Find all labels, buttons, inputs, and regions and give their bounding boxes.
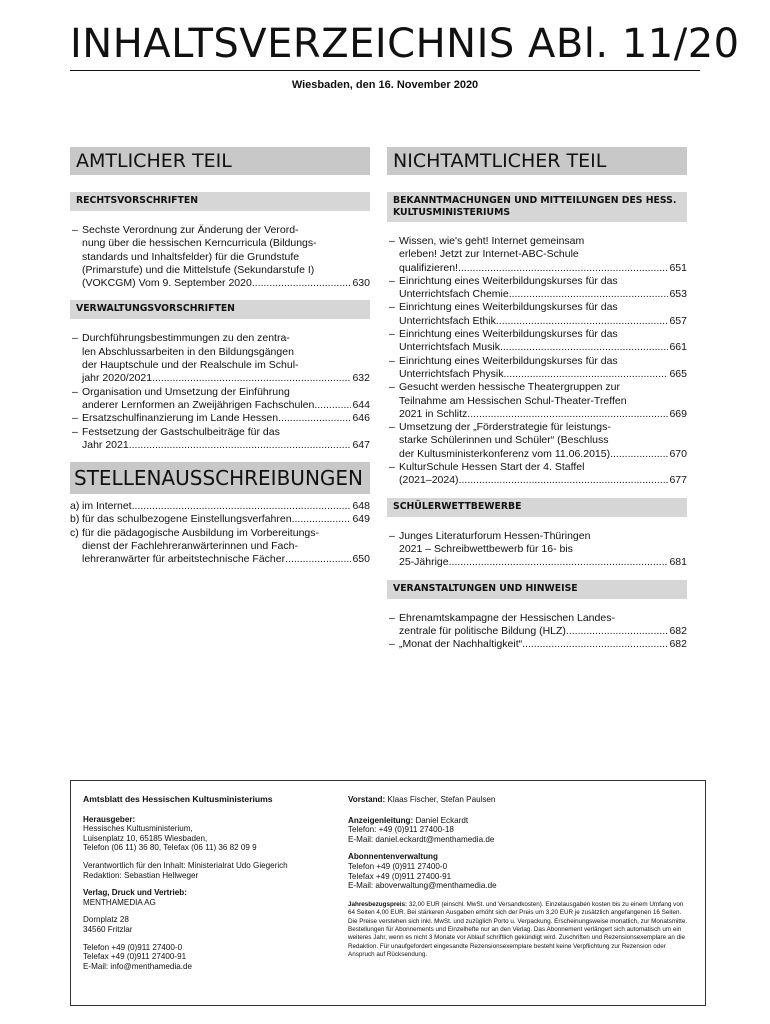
entry-last-line bbox=[399, 556, 687, 569]
dot-leader bbox=[132, 500, 352, 513]
page-number: 646 bbox=[352, 412, 370, 425]
abo-label: Abonnentenverwaltung bbox=[348, 852, 438, 862]
bezugspreis-body: 32,00 EUR (einschl. MwSt. und Versandkosten). Einzelausgaben kosten bis zu einem Umfang von 64 Seiten 4,00 EUR. Bei stärkeren Ausgaben erhöht sich der Preis um 3,20 EUR je zusätzlich angefangenen 16 Seiten. Die Preise verstehen sich inkl. MwSt. und zuzüglich Porto u. Verpackung. Erscheinungsweise monatlich, zur Monatsmitte. Bestellungen für Abonnements und Einzelhefte nur an den Verlag. Das Abonnement verlängert sich automatisch um ein weiteres Jahr, wenn es nicht 3 Monate vor Ablauf schriftlich gekündigt wird. Zuschriften und Rezensionsexemplare an die Redaktion. Für unaufgefordert eingesandte Rezensionsexemplare besteht keine Verpflichtung zur Rezension oder Anspruch auf Rücksendung. bbox=[348, 900, 688, 959]
dot-leader bbox=[509, 288, 669, 301]
list-bekanntmachungen bbox=[387, 235, 687, 488]
verlag-name: MENTHAMEDIA AG bbox=[83, 897, 156, 907]
entry-dash: – bbox=[389, 529, 395, 542]
entry-text: Einrichtung eines Weiterbildungskurses für das bbox=[399, 301, 618, 314]
toc-entry bbox=[387, 612, 687, 639]
entry-dash: – bbox=[72, 412, 78, 425]
page-number: 682 bbox=[669, 624, 687, 637]
anzeigen-contact: Telefon: +49 (0)911 27400-18 E-Mail: daniel.eckardt@menthamedia.de bbox=[348, 825, 495, 844]
entry-text: Gesucht werden hessische Theatergruppen zur Teilnahme am Hessischen Schul-Theater-Treffen bbox=[399, 381, 627, 407]
entry-dash: – bbox=[389, 301, 395, 314]
list-verwaltungsvorschriften bbox=[70, 332, 370, 452]
section-heading-amtlich: AMTLICHER TEIL bbox=[70, 147, 370, 175]
page-number: 632 bbox=[352, 372, 370, 385]
page-number: 670 bbox=[669, 447, 687, 460]
toc-entry bbox=[387, 355, 687, 382]
page-number: 649 bbox=[352, 513, 370, 526]
dot-leader bbox=[129, 439, 352, 452]
entry-dash: – bbox=[72, 425, 78, 438]
dot-leader bbox=[503, 368, 668, 381]
vorstand-text: Klaas Fischer, Stefan Paulsen bbox=[385, 795, 496, 804]
page-number: 661 bbox=[669, 341, 687, 354]
entry-last-line bbox=[399, 408, 687, 421]
entry-text: Sechste Verordnung zur Änderung der Verord- nung über die hessischen Kerncurricula (Bildungs- standards und Inhaltsfelder) für die Grundstufe (Primarstufe) und die Mittelstufe (Sekundarstufe I) bbox=[82, 224, 317, 276]
vorstand-label: Vorstand: bbox=[348, 795, 386, 804]
entry-last-line bbox=[82, 277, 370, 290]
entry-text: KulturSchule Hessen Start der 4. Staffel bbox=[399, 461, 585, 474]
verantwortlich-text: Verantwortlich für den Inhalt: Ministerialrat Udo Giegerich Redaktion: Sebastian Hellweger bbox=[83, 860, 288, 880]
page-number: 651 bbox=[669, 261, 687, 274]
toc-entry bbox=[70, 332, 370, 385]
entry-last-line bbox=[399, 474, 687, 487]
entry-dash: – bbox=[389, 421, 395, 434]
dot-leader bbox=[467, 408, 668, 421]
dateline: Wiesbaden, den 16. November 2020 bbox=[291, 79, 479, 91]
dot-leader bbox=[522, 638, 668, 651]
bezugspreis-text bbox=[348, 901, 688, 960]
dot-leader bbox=[314, 399, 351, 412]
toc-entry bbox=[70, 426, 370, 453]
entry-text: Einrichtung eines Weiterbildungskurses für das bbox=[399, 274, 618, 287]
entry-last-line bbox=[82, 372, 370, 385]
entry-last-line bbox=[82, 553, 370, 566]
subheading-verwaltungsvorschriften: VERWALTUNGSVORSCHRIFTEN bbox=[70, 300, 370, 319]
dot-leader bbox=[566, 625, 669, 638]
verlag-contact: Telefon +49 (0)911 27400-0 Telefax +49 (0)911 27400-91 E-Mail: info@menthamedia.de bbox=[83, 942, 192, 971]
entry-text: Einrichtung eines Weiterbildungskurses für das bbox=[399, 354, 618, 367]
entry-dash: – bbox=[389, 381, 395, 394]
dot-leader bbox=[500, 341, 669, 354]
section-heading-nichtamtlich: NICHTAMTLICHER TEIL bbox=[387, 147, 687, 175]
entry-title-end: 25-Jährige bbox=[399, 556, 449, 569]
bezugspreis-label: Jahresbezugspreis: bbox=[348, 900, 408, 908]
toc-entry bbox=[70, 500, 370, 513]
page-number: 669 bbox=[669, 407, 687, 420]
imprint-left bbox=[83, 795, 338, 971]
entry-title-end: „Monat der Nachhaltigkeit“ bbox=[399, 638, 523, 651]
page-number: 665 bbox=[669, 367, 687, 380]
anzeigen-text: Daniel Eckardt bbox=[413, 815, 469, 825]
toc-entry bbox=[387, 530, 687, 570]
dot-leader bbox=[152, 372, 351, 385]
entry-dash: – bbox=[389, 274, 395, 287]
list-stellenausschreibungen bbox=[70, 500, 370, 566]
entry-last-line bbox=[82, 513, 370, 526]
toc-entry bbox=[70, 513, 370, 526]
dot-leader bbox=[285, 553, 351, 566]
entry-last-line bbox=[82, 439, 370, 452]
entry-text: für die pädagogische Ausbildung im Vorbereitungs- dienst der Fachlehreranwärterinnen und Fach- bbox=[82, 526, 319, 553]
toc-entry bbox=[70, 412, 370, 425]
entry-label: b) bbox=[70, 513, 80, 526]
verlag-address: Dornplatz 28 34560 Fritzlar bbox=[83, 915, 133, 934]
entry-last-line bbox=[82, 500, 370, 513]
page-number: 653 bbox=[669, 288, 687, 301]
entry-dash: – bbox=[72, 385, 78, 398]
entry-title-end: für das schulbezogene Einstellungsverfahren bbox=[82, 513, 292, 526]
page-title: INHALTSVERZEICHNIS ABl. 11/20 bbox=[70, 21, 740, 67]
subheading-veranstaltungen: VERANSTALTUNGEN UND HINWEISE bbox=[387, 580, 687, 599]
entry-last-line bbox=[399, 448, 687, 461]
dot-leader bbox=[449, 556, 669, 569]
dot-leader bbox=[610, 448, 668, 461]
dot-leader bbox=[252, 277, 352, 290]
entry-title-end: Unterrichtsfach Physik bbox=[399, 367, 504, 380]
entry-dash: – bbox=[389, 638, 395, 651]
page-number: 682 bbox=[669, 638, 687, 651]
entry-label: c) bbox=[70, 526, 79, 539]
entry-last-line bbox=[399, 262, 687, 275]
entry-text: Ehrenamtskampagne der Hessischen Landes- bbox=[399, 611, 615, 624]
entry-title-end: im Internet bbox=[82, 500, 132, 513]
entry-last-line bbox=[82, 412, 370, 425]
entry-title-end: lehreranwärter für arbeitstechnische Fächer bbox=[82, 553, 286, 566]
entry-text: Junges Literaturforum Hessen-Thüringen 2021 – Schreibwettbewerb für 16- bis bbox=[399, 529, 591, 555]
toc-entry bbox=[387, 461, 687, 488]
dot-leader bbox=[278, 412, 351, 425]
entry-title-end: (2021–2024) bbox=[399, 474, 459, 487]
toc-entry bbox=[387, 301, 687, 328]
page-number: 647 bbox=[352, 438, 370, 451]
list-veranstaltungen bbox=[387, 612, 687, 652]
toc-entry bbox=[387, 328, 687, 355]
toc-entry bbox=[70, 386, 370, 413]
entry-text: Wissen, wie's geht! Internet gemeinsam erleben! Jetzt zur Internet-ABC-Schule bbox=[399, 235, 585, 261]
subheading-bekanntmachungen: BEKANNTMACHUNGEN UND MITTEILUNGEN DES HESS. KULTUSMINISTERIUMS bbox=[387, 192, 687, 222]
entry-dash: – bbox=[389, 328, 395, 341]
list-schuelerwettbewerbe bbox=[387, 530, 687, 570]
toc-entry bbox=[387, 275, 687, 302]
abo-contact: Telefon +49 (0)911 27400-0 Telefax +49 (0)911 27400-91 E-Mail: aboverwaltung@menthamedia.de bbox=[348, 861, 497, 891]
list-rechtsvorschriften bbox=[70, 224, 370, 290]
entry-dash: – bbox=[72, 332, 78, 345]
toc-entry bbox=[387, 381, 687, 421]
page-number: 650 bbox=[352, 553, 370, 566]
imprint-box bbox=[70, 780, 706, 1006]
entry-title-end: (VOKCGM) Vom 9. September 2020 bbox=[82, 277, 252, 290]
entry-last-line bbox=[399, 368, 687, 381]
entry-last-line bbox=[399, 315, 687, 328]
left-column bbox=[70, 147, 370, 567]
entry-title-end: der Kultusministerkonferenz vom 11.06.2015) bbox=[399, 447, 611, 460]
entry-title-end: Unterrichtsfach Ethik bbox=[399, 314, 496, 327]
entry-dash: – bbox=[389, 235, 395, 247]
toc-entry bbox=[387, 638, 687, 651]
entry-title-end: Unterrichtsfach Musik bbox=[399, 341, 500, 354]
entry-label: a) bbox=[70, 500, 80, 513]
entry-title-end: anderer Lernformen an Zweijährigen Fachschulen bbox=[82, 398, 315, 411]
entry-last-line bbox=[399, 288, 687, 301]
entry-text: Durchführungsbestimmungen zu den zentra- len Abschlussarbeiten in den Bildungsgängen der Hauptschule und der Realschule im Schul- bbox=[82, 332, 299, 372]
page-number: 681 bbox=[669, 556, 687, 569]
imprint-title: Amtsblatt des Hessischen Kultusministeriums bbox=[83, 794, 273, 804]
entry-last-line bbox=[399, 625, 687, 638]
entry-dash: – bbox=[389, 354, 395, 367]
toc-entry bbox=[70, 527, 370, 567]
toc-entry bbox=[70, 224, 370, 290]
dot-leader bbox=[496, 315, 669, 328]
page-number: 677 bbox=[669, 474, 687, 487]
herausgeber-label: Herausgeber: bbox=[83, 814, 136, 824]
entry-text: Umsetzung der „Förderstrategie für leistungs- starke Schülerinnen und Schüler“ (Beschluss bbox=[399, 421, 611, 447]
entry-dash: – bbox=[389, 611, 395, 624]
dot-leader bbox=[458, 262, 669, 275]
page-number: 648 bbox=[352, 500, 370, 513]
anzeigen-label: Anzeigenleitung: bbox=[348, 815, 414, 825]
section-heading-stellen: STELLENAUSSCHREIBUNGEN bbox=[70, 462, 370, 494]
toc-entry bbox=[387, 421, 687, 461]
entry-title-end: Ersatzschulfinanzierung im Lande Hessen bbox=[82, 412, 279, 425]
entry-title-end: jahr 2020/2021 bbox=[82, 372, 153, 385]
subheading-schuelerwettbewerbe: SCHÜLERWETTBEWERBE bbox=[387, 498, 687, 517]
dot-leader bbox=[459, 474, 669, 487]
entry-text: Festsetzung der Gastschulbeiträge für das bbox=[82, 425, 280, 438]
entry-title-end: qualifizieren! bbox=[399, 261, 458, 274]
entry-dash: – bbox=[72, 224, 78, 236]
entry-text: Einrichtung eines Weiterbildungskurses für das bbox=[399, 328, 618, 341]
right-column bbox=[387, 147, 687, 661]
entry-title-end: zentrale für politische Bildung (HLZ) bbox=[399, 624, 566, 637]
page-number: 644 bbox=[352, 398, 370, 411]
entry-text: Organisation und Umsetzung der Einführung bbox=[82, 385, 290, 398]
page-number: 630 bbox=[352, 277, 370, 290]
entry-last-line bbox=[399, 638, 687, 651]
entry-dash: – bbox=[389, 461, 395, 474]
toc-entry bbox=[387, 235, 687, 275]
page-number: 657 bbox=[669, 314, 687, 327]
entry-last-line bbox=[82, 399, 370, 412]
entry-title-end: 2021 in Schlitz bbox=[399, 407, 468, 420]
title-rule bbox=[70, 70, 700, 71]
entry-title-end: Jahr 2021 bbox=[82, 438, 129, 451]
entry-last-line bbox=[399, 341, 687, 354]
entry-title-end: Unterrichtsfach Chemie bbox=[399, 288, 509, 301]
herausgeber-text: Hessisches Kultusministerium, Luisenplatz 10, 65185 Wiesbaden, Telefon (06 11) 36 80, Telefax (06 11) 36 82 09 9 bbox=[83, 824, 257, 853]
verlag-label: Verlag, Druck und Vertrieb: bbox=[83, 888, 187, 898]
subheading-rechtsvorschriften: RECHTSVORSCHRIFTEN bbox=[70, 192, 370, 211]
imprint-right bbox=[348, 795, 688, 960]
dot-leader bbox=[292, 513, 352, 526]
